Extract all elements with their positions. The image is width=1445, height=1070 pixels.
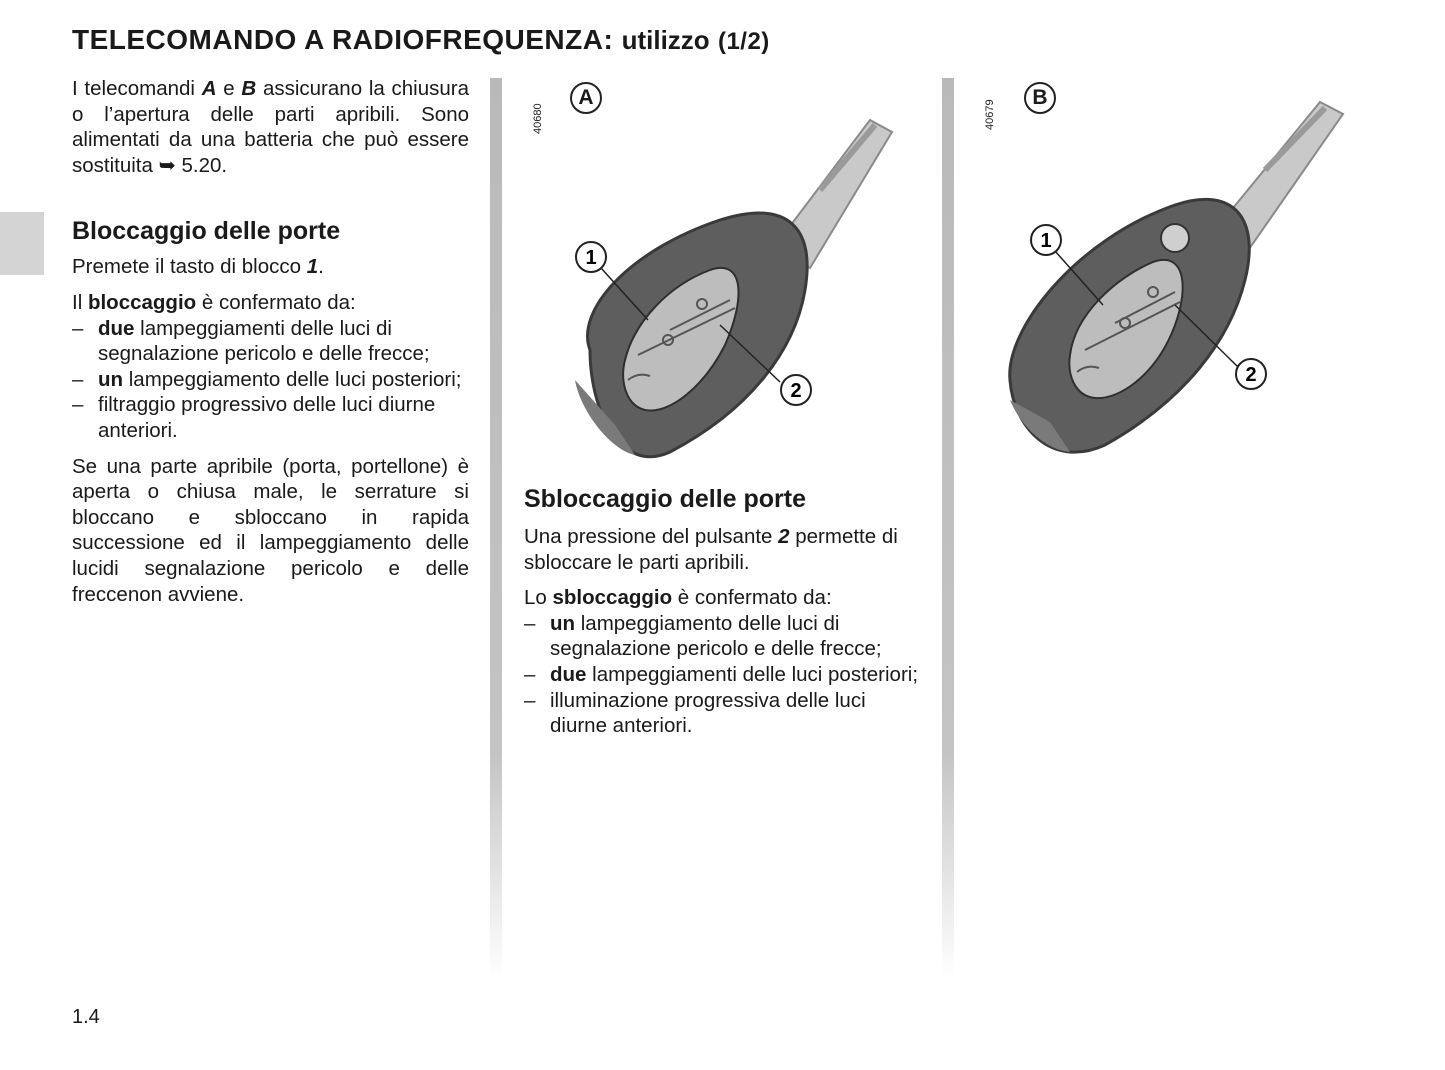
locking-confirmation: Il bloccaggio è confermato da: [72,290,356,314]
remote-a-ref: A [201,77,217,100]
callout-1: 1 [585,247,597,269]
title-sub: utilizzo [621,25,710,55]
unlocking-signals-list [524,611,921,739]
title-main: TELECOMANDO A RADIOFREQUENZA: [72,24,614,55]
intro-paragraph: I telecomandi A e B assicurano la chiusura o l’apertura delle parti apribili. Sono alimentati da una batteria che può essere sostituita ➥ 5.20. [72,77,470,177]
figure-a-code: 40680 [532,103,544,134]
page-ref: 5.20. [175,153,228,177]
figure-b-code: 40679 [984,99,996,130]
list-item: – due lampeggiamenti delle luci posteriori; [524,662,921,688]
column-middle [524,484,921,739]
list-item: – un lampeggiamento delle luci di segnalazione pericolo e delle frecce; [524,611,921,662]
figure-b-label: B [1024,82,1056,114]
figure-a-label: A [570,82,602,114]
section-heading-locking: Bloccaggio delle porte [72,217,341,246]
column-left [72,76,469,607]
locking-signals-list [72,316,469,444]
unlocking-confirmation: Lo sbloccaggio è confermato da: [524,586,832,610]
locking-instruction: Premete il tasto di blocco 1. [72,255,324,279]
list-item: – due lampeggiamenti delle luci di segnalazione pericolo e delle frecce; [72,316,469,367]
list-item: – filtraggio progressivo delle luci diurne anteriori. [72,392,469,443]
page-number: 1.4 [72,1006,100,1028]
callout-2: 2 [1245,364,1257,386]
title-page-indicator: (1/2) [717,28,770,55]
page-title [72,24,770,56]
faulty-closure-paragraph: Se una parte apribile (porta, portellone) è aperta o chiusa male, le serrature si bloccano e sbloccano in rapida successione ed il lampeggiamento delle lucidi segnalazione pericolo e delle freccenon avviene. [72,454,469,606]
callout-2: 2 [790,380,802,402]
remote-key-b-illustration [975,80,1395,480]
section-heading-unlocking: Sbloccaggio delle porte [524,485,806,513]
list-item: – un lampeggiamento delle luci posteriori; [72,367,469,393]
remote-key-a-illustration [520,80,940,480]
chapter-tab [0,212,44,275]
unlocking-instruction: Una pressione del pulsante 2 permette di sbloccare le parti apribili. [524,525,898,574]
column-separator [942,78,954,978]
page-ref-arrow-icon: ➥ [158,153,176,177]
callout-1: 1 [1040,230,1052,252]
list-item: – illuminazione progressiva delle luci diurne anteriori. [524,688,921,739]
remote-b-ref: B [241,77,257,100]
column-separator [490,78,502,978]
